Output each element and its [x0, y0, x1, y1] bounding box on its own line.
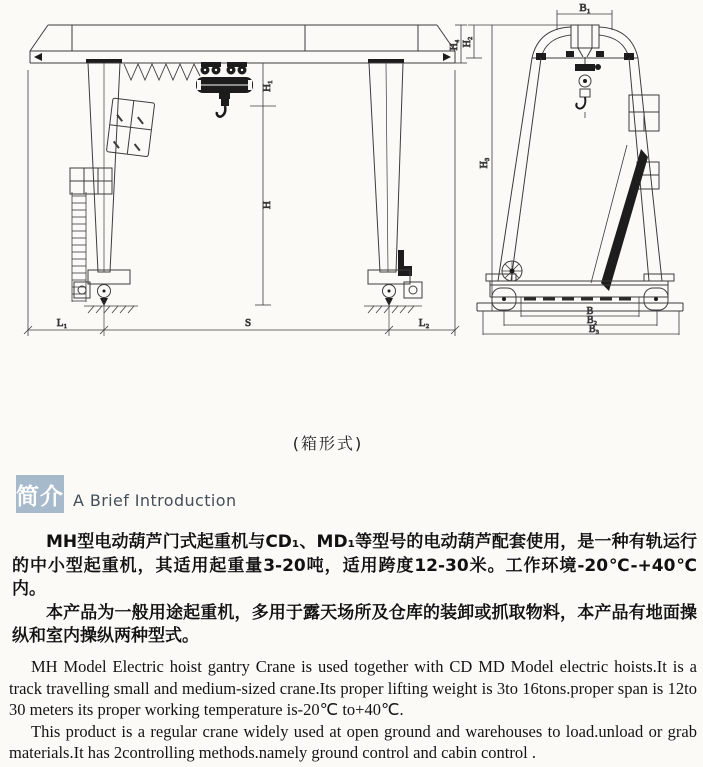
chinese-paragraph-1: MH型电动葫芦门式起重机与CD₁、MD₁等型号的电动葫芦配套使用，是一种有轨运行的中小型起重机，其适用起重量3-20吨，适用跨度12-30米。工作环境-20℃-+40℃内。	[12, 532, 697, 599]
dim-label-h4: H₄	[449, 39, 460, 51]
ground-hatch-left	[84, 306, 138, 313]
chinese-paragraph-2: 本产品为一般用途起重机，多用于露天场所及仓库的装卸或抓取物料，本产品有地面操纵和室内操纵两种型式。	[12, 602, 697, 646]
section-header	[16, 475, 236, 513]
dim-label-h2: H₂	[462, 36, 473, 48]
english-paragraph-1: MH Model Electric hoist gantry Crane is used together with CD MD Model electric hoists.It is a track travelling small and medium-sized crane.Its proper lifting weight is 3to 16tons.proper span is 12to 30 meters its proper working temperature is-20℃ to+40℃.	[9, 657, 697, 719]
english-paragraph-2: This product is a regular crane widely used at open ground and warehouses to load.unload or grab materials.It has 2controlling methods.namely ground control and cabin control .	[9, 721, 697, 762]
dim-label-b2: B₂	[586, 315, 598, 326]
control-box	[70, 168, 112, 194]
dim-b1	[557, 2, 612, 30]
section-title: A Brief Introduction	[73, 491, 237, 510]
hoist-trolley	[196, 62, 253, 117]
right-leg	[369, 63, 412, 276]
section-badge: 简介	[16, 475, 64, 513]
chinese-intro	[12, 531, 697, 649]
side-hook	[575, 57, 601, 118]
dim-label-s: S	[244, 317, 252, 329]
side-view	[462, 2, 683, 335]
right-bogie	[368, 270, 422, 336]
dim-label-h1: H₁	[261, 80, 273, 92]
dim-h2-h3	[462, 25, 498, 311]
dim-label-b1: B₁	[579, 2, 591, 14]
dim-label-h3: H₃	[479, 157, 490, 169]
dim-label-h: H	[261, 201, 273, 209]
dim-label-b: B	[586, 306, 594, 317]
ground-hatch-right	[364, 306, 422, 313]
english-intro	[9, 656, 697, 764]
dim-label-b3: B₃	[588, 324, 600, 335]
front-view	[24, 25, 467, 336]
electric-panel	[106, 98, 154, 157]
dim-label-l2: L₂	[418, 317, 430, 329]
girder	[30, 25, 455, 63]
dim-h1-h	[250, 63, 276, 305]
dim-label-l1: L₁	[56, 317, 68, 329]
shoulders	[532, 27, 638, 60]
base-plate	[477, 299, 683, 311]
festoon-cable	[124, 64, 200, 80]
drawing-caption: (箱形式)	[292, 434, 364, 453]
stair	[591, 145, 648, 291]
